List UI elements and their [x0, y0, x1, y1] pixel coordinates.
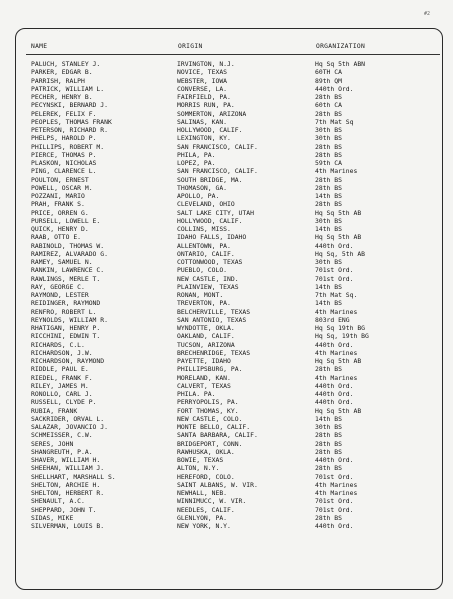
- roster-row: [31, 110, 441, 118]
- roster-row: [31, 250, 441, 258]
- roster-row: [31, 423, 441, 431]
- roster-row: [31, 93, 441, 101]
- roster-origin: ONTARIO, CALIF.: [177, 249, 235, 258]
- roster-organization: 28th BS: [315, 447, 342, 456]
- roster-name: RIEDEL, FRANK F.: [31, 373, 93, 382]
- roster-name: PETERSON, RICHARD R.: [31, 126, 108, 134]
- roster-name: PING, CLARENCE L.: [31, 167, 97, 176]
- roster-row: [31, 233, 441, 241]
- roster-organization: 14th BS: [315, 225, 342, 233]
- roster-row: [31, 258, 441, 266]
- roster-origin: CONVERSE, LA.: [177, 84, 228, 93]
- roster-origin: APOLLO, PA.: [177, 192, 220, 200]
- roster-origin: ALTON, N.Y.: [177, 464, 220, 473]
- roster-origin: FORT THOMAS, KY.: [177, 406, 239, 415]
- roster-name: RANKIN, LAWRENCE C.: [31, 266, 105, 275]
- roster-organization: 30th BS: [315, 258, 342, 266]
- roster-organization: 89th QM: [315, 76, 342, 85]
- roster-organization: 60th CA: [315, 101, 342, 110]
- roster-organization: 28th BS: [315, 200, 342, 209]
- roster-name: PRICE, ORREN G.: [31, 208, 89, 217]
- roster-name: PRAH, FRANK S.: [31, 200, 85, 209]
- roster-row: [31, 217, 441, 225]
- roster-origin: SAN ANTONIO, TEXAS: [177, 315, 247, 324]
- roster-origin: RONAN, MONT.: [177, 291, 224, 299]
- roster-row: [31, 308, 441, 316]
- roster-row: [31, 167, 441, 175]
- roster-name: RAY, GEORGE C.: [31, 282, 85, 291]
- roster-name: QUICK, HENRY D.: [31, 225, 89, 233]
- roster-row: [31, 85, 441, 93]
- roster-row: [31, 184, 441, 192]
- roster-row: [31, 291, 441, 299]
- roster-name: PURSELL, LOWELL E.: [31, 216, 101, 225]
- roster-name: SILVERMAN, LOUIS B.: [31, 522, 105, 530]
- roster-organization: 28th BS: [315, 109, 342, 118]
- roster-name: SHANGREUTH, P.A.: [31, 447, 93, 456]
- roster-origin: SOMMERTON, ARIZONA: [177, 109, 247, 118]
- roster-name: PECYNSKI, BERNARD J.: [31, 101, 108, 110]
- roster-row: [31, 134, 441, 142]
- roster-origin: FAIRFIELD, PA.: [177, 93, 231, 101]
- roster-origin: IRVINGTON, N.J.: [177, 60, 235, 68]
- roster-name: RUSSELL, CLYDE P.: [31, 398, 97, 407]
- roster-row: [31, 431, 441, 439]
- roster-row: [31, 126, 441, 134]
- roster-row: [31, 60, 441, 68]
- roster-name: SHEEHAN, WILLIAM J.: [31, 464, 105, 473]
- roster-name: SHELLHART, MARSHALL S.: [31, 472, 116, 481]
- roster-origin: NEEDLES, CALIF.: [177, 505, 235, 514]
- roster-organization: 28th BS: [315, 93, 342, 101]
- roster-origin: NEWHALL, NEB.: [177, 489, 228, 497]
- roster-organization: 28th BS: [315, 431, 342, 440]
- roster-organization: 14th BS: [315, 192, 342, 200]
- roster-organization: Hq Sq 5th ABN: [315, 60, 366, 68]
- roster-row: [31, 440, 441, 448]
- roster-organization: Hq Sq, 5th AB: [315, 249, 366, 258]
- roster-origin: WYNDOTTE, OKLA.: [177, 324, 235, 332]
- roster-name: SALAZAR, JOVANCIO J.: [31, 423, 108, 431]
- roster-origin: RAWHUSKA, OKLA.: [177, 447, 235, 456]
- roster-organization: 440th Ord.: [315, 522, 354, 530]
- roster-name: RUBIA, FRANK: [31, 406, 78, 415]
- roster-origin: CALVERT, TEXAS: [177, 381, 231, 390]
- roster-row: [31, 522, 441, 530]
- roster-origin: HOLLYWOOD, CALIF.: [177, 126, 243, 134]
- roster-organization: 701st Ord.: [315, 274, 354, 283]
- roster-name: SHELTON, ARCHIE H.: [31, 480, 101, 489]
- roster-origin: PERRYOPOLIS, PA.: [177, 398, 239, 407]
- roster-organization: 440th Ord.: [315, 456, 354, 464]
- roster-row: [31, 68, 441, 76]
- roster-organization: 28th BS: [315, 464, 342, 473]
- roster-row: [31, 77, 441, 85]
- roster-row: [31, 101, 441, 109]
- roster-row: [31, 299, 441, 307]
- roster-row: [31, 407, 441, 415]
- roster-organization: 28th BS: [315, 142, 342, 151]
- roster-origin: WINNIMUCC, W. VIR.: [177, 497, 247, 506]
- roster-organization: 28th BS: [315, 183, 342, 192]
- roster-origin: SANTA BARBARA, CALIF.: [177, 431, 258, 440]
- roster-origin: TREVERTON, PA.: [177, 299, 231, 308]
- roster-name: PARKER, EDGAR B.: [31, 68, 93, 77]
- roster-organization: 30th BS: [315, 423, 342, 431]
- roster-origin: LOPEZ, PA.: [177, 159, 216, 167]
- roster-row: [31, 341, 441, 349]
- roster-row: [31, 192, 441, 200]
- roster-row: [31, 506, 441, 514]
- roster-organization: 440th Ord.: [315, 84, 354, 93]
- roster-origin: WEBSTER, IOWA: [177, 76, 228, 85]
- column-header-name: NAME: [31, 43, 48, 50]
- roster-row: [31, 200, 441, 208]
- roster-row: [31, 332, 441, 340]
- roster-origin: SALINAS, KAN.: [177, 117, 228, 126]
- roster-name: PALUCH, STANLEY J.: [31, 60, 101, 68]
- roster-organization: 14th BS: [315, 414, 342, 423]
- roster-row: [31, 374, 441, 382]
- column-header-row: [27, 43, 437, 53]
- roster-name: SACKRIDER, ORVAL L.: [31, 414, 105, 423]
- roster-organization: Hq Sq 5th AB: [315, 357, 362, 365]
- roster-name: PEOPLES, THOMAS FRANK: [31, 117, 112, 126]
- roster-organization: Hq Sq 19th BG: [315, 324, 366, 332]
- roster-name: PECHER, HENRY B.: [31, 93, 93, 101]
- roster-row: [31, 382, 441, 390]
- roster-origin: NEW CASTLE, IND.: [177, 274, 239, 283]
- roster-row: [31, 283, 441, 291]
- roster-origin: BRIDGEPORT, CONN.: [177, 439, 243, 448]
- roster-name: RAAB, OTTO E.: [31, 233, 82, 242]
- roster-organization: Hq Sq 5th AB: [315, 406, 362, 415]
- roster-organization: 28th BS: [315, 439, 342, 448]
- roster-name: PIERCE, THOMAS P.: [31, 150, 97, 159]
- roster-row: [31, 415, 441, 423]
- roster-organization: 440th Ord.: [315, 390, 354, 398]
- roster-name: RHATIGAN, HENRY P.: [31, 324, 101, 332]
- roster-origin: MORELAND, KAN.: [177, 373, 231, 382]
- roster-name: SIDAS, MIKE: [31, 513, 74, 522]
- roster-origin: LEXINGTON, KY.: [177, 134, 231, 143]
- roster-name: SHENAULT, A.C.: [31, 497, 85, 506]
- roster-organization: 440th Ord.: [315, 381, 354, 390]
- roster-origin: ALLENTOWN, PA.: [177, 241, 231, 250]
- roster-origin: HOLLYWOOD, CALIF.: [177, 216, 243, 225]
- roster-origin: PHILLIPSBURG, PA.: [177, 365, 243, 374]
- roster-row: [31, 489, 441, 497]
- roster-organization: 701st Ord.: [315, 266, 354, 275]
- roster-row: [31, 324, 441, 332]
- roster-row: [31, 456, 441, 464]
- roster-organization: 30th BS: [315, 134, 342, 143]
- roster-organization: 701st Ord.: [315, 497, 354, 506]
- roster-name: PARRISH, RALPH: [31, 76, 85, 85]
- roster-origin: GLENLYON, PA.: [177, 513, 228, 522]
- roster-row: [31, 514, 441, 522]
- roster-name: RENFRO, ROBERT L.: [31, 307, 97, 316]
- roster-list: [31, 60, 441, 530]
- roster-organization: 60TH CA: [315, 68, 342, 77]
- roster-origin: SAN FRANCISCO, CALIF.: [177, 167, 258, 176]
- roster-organization: 4th Marines: [315, 348, 358, 357]
- roster-row: [31, 225, 441, 233]
- roster-origin: CLEVELAND, OHIO: [177, 200, 235, 209]
- roster-row: [31, 365, 441, 373]
- roster-name: POZZANI, MARIO: [31, 192, 85, 200]
- roster-origin: COTTONWOOD, TEXAS: [177, 258, 243, 266]
- roster-name: PATRICK, WILLIAM L.: [31, 84, 105, 93]
- column-header-organization: ORGANIZATION: [316, 43, 366, 50]
- roster-origin: HEREFORD, COLO.: [177, 472, 235, 481]
- roster-row: [31, 242, 441, 250]
- roster-origin: NOVICE, TEXAS: [177, 68, 228, 77]
- roster-origin: TUCSON, ARIZONA: [177, 340, 235, 349]
- roster-organization: 59th CA: [315, 159, 342, 167]
- roster-organization: 30th BS: [315, 126, 342, 134]
- roster-organization: Hq Sq, 19th BG: [315, 332, 369, 341]
- roster-origin: NEW CASTLE, COLO.: [177, 414, 243, 423]
- roster-name: RICHARDSON, J.W.: [31, 348, 93, 357]
- roster-organization: 803rd ENG: [315, 315, 350, 324]
- roster-organization: 14th BS: [315, 299, 342, 308]
- roster-origin: PLAINVIEW, TEXAS: [177, 282, 239, 291]
- roster-organization: Hq Sq 5th AB: [315, 208, 362, 217]
- roster-organization: 28th BS: [315, 150, 342, 159]
- roster-name: PELEREK, FELIX F.: [31, 109, 97, 118]
- roster-origin: MORRIS RUN, PA.: [177, 101, 235, 110]
- roster-organization: 4th Marines: [315, 167, 358, 176]
- roster-organization: 440th Ord.: [315, 241, 354, 250]
- roster-organization: 440th Ord.: [315, 340, 354, 349]
- roster-name: RICHARDSON, RAYMOND: [31, 357, 105, 365]
- roster-row: [31, 473, 441, 481]
- roster-row: [31, 497, 441, 505]
- roster-row: [31, 398, 441, 406]
- roster-name: PHILLIPS, ROBERT M.: [31, 142, 105, 151]
- roster-origin: NEW YORK, N.Y.: [177, 522, 231, 530]
- roster-organization: 7th Mat Sq.: [315, 291, 358, 299]
- roster-organization: 701st Ord.: [315, 472, 354, 481]
- roster-row: [31, 349, 441, 357]
- roster-name: REYNOLDS, WILLIAM R.: [31, 315, 108, 324]
- roster-origin: MONTE BELLO, CALIF.: [177, 423, 251, 431]
- roster-origin: SALT LAKE CITY, UTAH: [177, 208, 254, 217]
- roster-organization: 701st Ord.: [315, 505, 354, 514]
- roster-origin: COLLINS, MISS.: [177, 225, 231, 233]
- roster-row: [31, 316, 441, 324]
- roster-origin: BRECHENRIDGE, TEXAS: [177, 348, 251, 357]
- roster-organization: 28th BS: [315, 175, 342, 184]
- roster-name: SERES, JOHN: [31, 439, 74, 448]
- roster-organization: 4th Marines: [315, 489, 358, 497]
- roster-origin: IDAHO FALLS, IDAHO: [177, 233, 247, 242]
- roster-origin: PUEBLO, COLO.: [177, 266, 228, 275]
- roster-name: RIDDLE, PAUL E.: [31, 365, 89, 374]
- roster-organization: 440th Ord.: [315, 398, 354, 407]
- roster-name: POWELL, OSCAR M.: [31, 183, 93, 192]
- roster-origin: PHILA, PA.: [177, 150, 216, 159]
- roster-name: RAMEY, SAMUEL N.: [31, 258, 93, 266]
- roster-name: RICHARDS, C.L.: [31, 340, 85, 349]
- roster-organization: 7th Mat Sq: [315, 117, 354, 126]
- roster-origin: SAINT ALBANS, W. VIR.: [177, 480, 258, 489]
- roster-origin: SAN FRANCISCO, CALIF.: [177, 142, 258, 151]
- roster-row: [31, 209, 441, 217]
- roster-origin: SOUTH BRIDGE, MA.: [177, 175, 243, 184]
- roster-row: [31, 151, 441, 159]
- header-rule: [26, 54, 440, 55]
- roster-name: PLASKON, NICHOLAS: [31, 159, 97, 167]
- roster-row: [31, 357, 441, 365]
- roster-name: RILEY, JAMES M.: [31, 381, 89, 390]
- roster-origin: BOWIE, TEXAS: [177, 456, 224, 464]
- roster-row: [31, 464, 441, 472]
- roster-name: RABINOLD, THOMAS W.: [31, 241, 105, 250]
- roster-organization: 4th Marines: [315, 480, 358, 489]
- roster-origin: THOMASON, GA.: [177, 183, 228, 192]
- roster-origin: PAYETTE, IDAHO: [177, 357, 231, 365]
- page-mark: #2: [424, 11, 431, 17]
- roster-organization: Hq Sq 5th AB: [315, 233, 362, 242]
- roster-organization: 4th Marines: [315, 373, 358, 382]
- roster-name: SCHMEISSER, C.W.: [31, 431, 93, 440]
- roster-name: SHAVER, WILLIAM H.: [31, 456, 101, 464]
- roster-row: [31, 159, 441, 167]
- roster-name: SHELTON, HERBERT R.: [31, 489, 105, 497]
- roster-name: SHEPPARD, JOHN T.: [31, 505, 97, 514]
- roster-name: RAMIREZ, ALVARADO G.: [31, 249, 108, 258]
- roster-organization: 28th BS: [315, 513, 342, 522]
- roster-row: [31, 275, 441, 283]
- roster-name: POULTON, ERNEST: [31, 175, 89, 184]
- roster-organization: 30th BS: [315, 216, 342, 225]
- roster-row: [31, 176, 441, 184]
- roster-organization: 28th BS: [315, 365, 342, 374]
- roster-row: [31, 266, 441, 274]
- roster-origin: PHILA. PA.: [177, 390, 216, 398]
- roster-row: [31, 390, 441, 398]
- roster-row: [31, 448, 441, 456]
- roster-name: RICCHINI, EDWIN T.: [31, 332, 101, 341]
- roster-origin: OAKLAND, CALIF.: [177, 332, 235, 341]
- roster-organization: 4th Marines: [315, 307, 358, 316]
- roster-name: RAYMOND, LESTER: [31, 291, 89, 299]
- roster-row: [31, 143, 441, 151]
- roster-row: [31, 481, 441, 489]
- roster-name: PHELPS, HAROLD P.: [31, 134, 97, 143]
- roster-name: RONOLLO, CARL J.: [31, 390, 93, 398]
- roster-name: REIDINGER, RAYMOND: [31, 299, 101, 308]
- roster-organization: 14th BS: [315, 282, 342, 291]
- roster-name: RAWLINGS, MERLE T.: [31, 274, 101, 283]
- column-header-origin: ORIGIN: [178, 43, 203, 50]
- roster-row: [31, 118, 441, 126]
- roster-origin: BELCHERVILLE, TEXAS: [177, 307, 251, 316]
